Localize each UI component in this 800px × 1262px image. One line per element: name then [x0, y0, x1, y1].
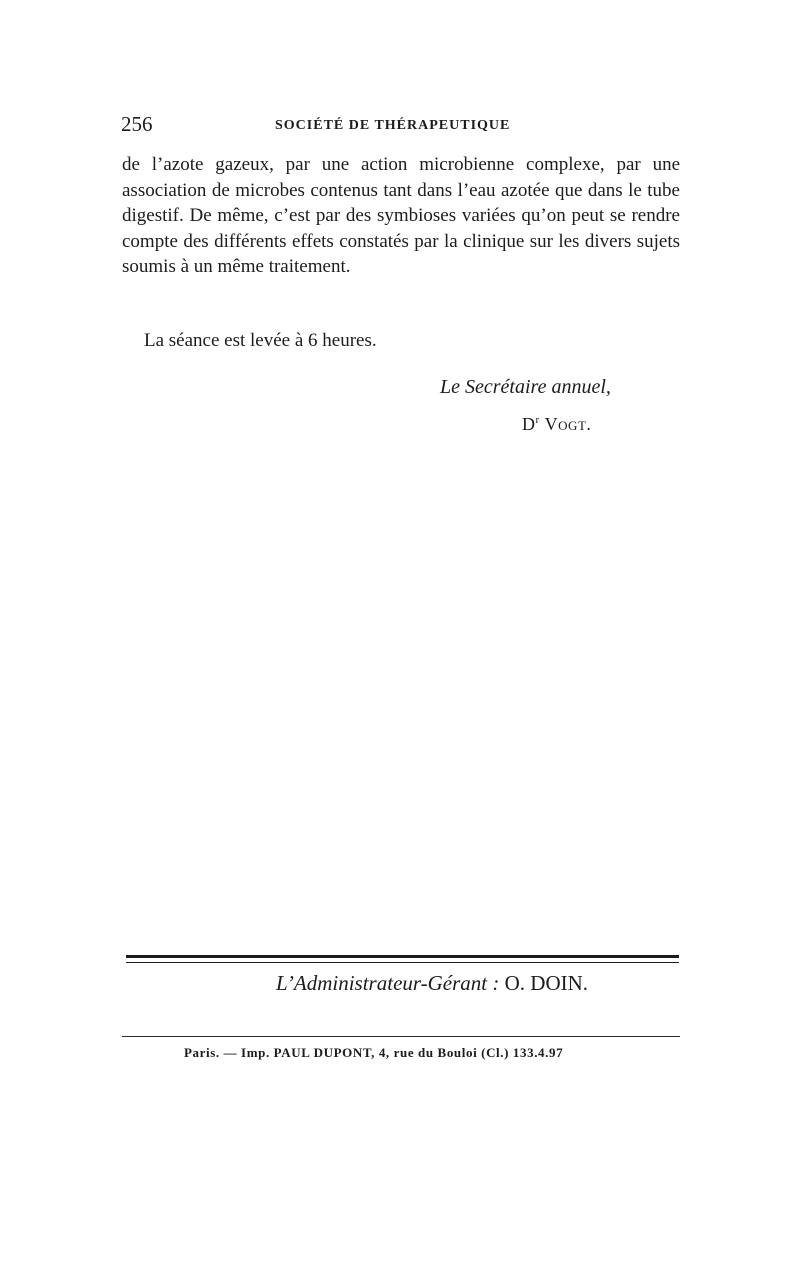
signature-title: Le Secrétaire annuel,	[440, 376, 611, 398]
administrator-role: L’Administrateur-Gérant :	[276, 971, 500, 995]
signature-prefix-superscript: r	[535, 414, 540, 426]
footer-rule-thick	[126, 955, 679, 958]
paragraph-text: de l’azote gazeux, par une action microbienne complexe, par une association de microbes contenus tant dans l’eau azotée que dans le tube digestif. De même, c’est par des symbioses variées qu’on peut se rendre compte des différents effets constatés par la clinique sur les divers sujets soumis à un même traitement.	[122, 154, 680, 277]
page-number: 256	[121, 112, 153, 136]
footer-rule-thin	[126, 962, 679, 963]
administrator-line	[276, 971, 588, 996]
signature-name	[522, 414, 591, 435]
administrator-name: O. DOIN.	[504, 971, 589, 995]
running-head: SOCIÉTÉ DE THÉRAPEUTIQUE	[275, 118, 511, 133]
printer-imprint: Paris. — Imp. PAUL DUPONT, 4, rue du Bouloi (Cl.) 133.4.97	[184, 1045, 564, 1060]
body-paragraph	[122, 152, 680, 280]
signature-prefix: D	[522, 414, 536, 434]
page-header	[121, 112, 681, 142]
closing-line: La séance est levée à 6 heures.	[144, 330, 377, 351]
imprint-rule	[122, 1036, 680, 1037]
signature-surname: Vogt.	[544, 414, 592, 434]
